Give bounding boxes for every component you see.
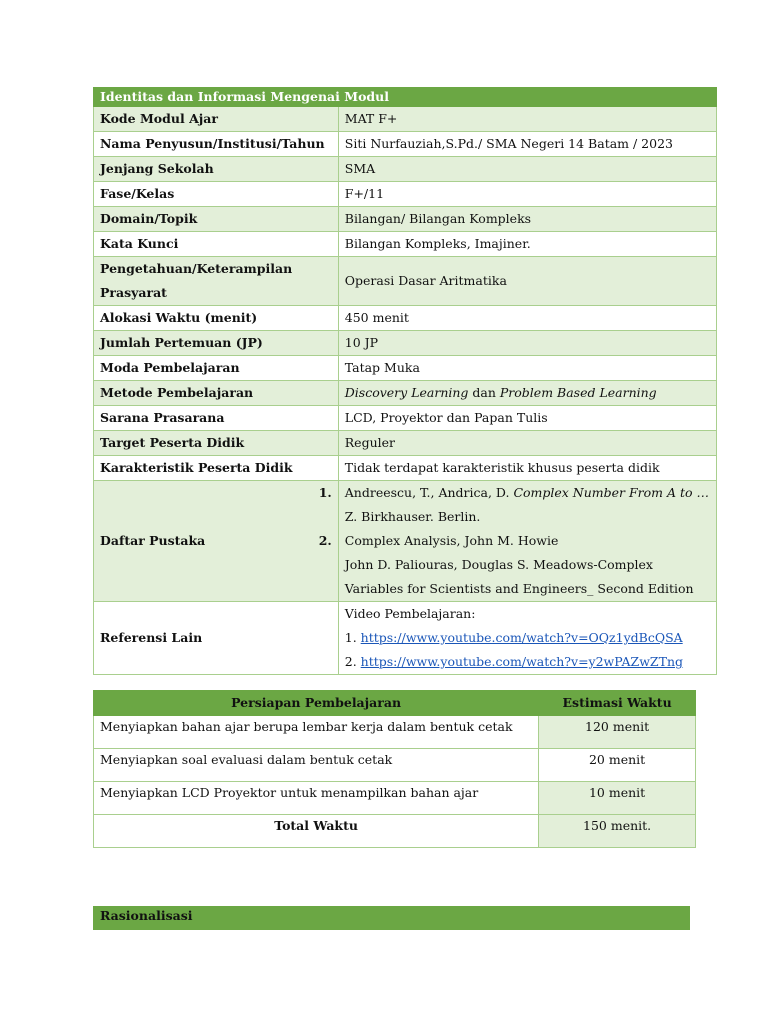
row-value: SMA <box>338 157 716 182</box>
task-cell: Menyiapkan bahan ajar berupa lembar kerja dalam bentuk cetak <box>94 716 539 749</box>
row-value: Bilangan Kompleks, Imajiner. <box>338 232 716 257</box>
col-header-task: Persiapan Pembelajaran <box>94 691 539 716</box>
table-row <box>94 306 717 331</box>
pustaka-label-cell <box>94 481 339 602</box>
table-row <box>94 815 696 848</box>
table-row <box>94 602 717 675</box>
row-label: Nama Penyusun/Institusi/Tahun <box>94 132 339 157</box>
row-label: Moda Pembelajaran <box>94 356 339 381</box>
link-line <box>345 626 710 650</box>
total-label: Total Waktu <box>94 815 539 848</box>
total-value: 150 menit. <box>539 815 696 848</box>
table-row <box>94 257 717 306</box>
row-value: 10 JP <box>338 331 716 356</box>
video-link-2[interactable]: https://www.youtube.com/watch?v=y2wPAZwZTng <box>360 654 684 669</box>
row-value: Reguler <box>338 431 716 456</box>
row-label: Jenjang Sekolah <box>94 157 339 182</box>
table-row <box>94 132 717 157</box>
row-label: Kata Kunci <box>94 232 339 257</box>
preparation-table <box>93 690 696 848</box>
ref-title: Complex Number From A to … <box>513 485 710 500</box>
table-row <box>94 782 696 815</box>
row-label: Jumlah Pertemuan (JP) <box>94 331 339 356</box>
row-value: LCD, Proyektor dan Papan Tulis <box>338 406 716 431</box>
table-row <box>94 232 717 257</box>
table-row <box>94 207 717 232</box>
time-cell: 20 menit <box>539 749 696 782</box>
reference-line: Complex Analysis, John M. Howie <box>344 533 559 548</box>
link-number: 2. <box>344 654 361 669</box>
reference-line: Z. Birkhauser. Berlin. <box>344 509 481 524</box>
table-row <box>94 107 717 132</box>
row-label: Alokasi Waktu (menit) <box>94 306 339 331</box>
method-2: Problem Based Learning <box>499 385 657 400</box>
col-header-time: Estimasi Waktu <box>539 691 696 716</box>
row-value: 450 menit <box>338 306 716 331</box>
table-row <box>94 481 717 602</box>
time-cell: 10 menit <box>539 782 696 815</box>
reference-line <box>345 481 710 505</box>
table-row <box>94 431 717 456</box>
row-label: Metode Pembelajaran <box>94 381 339 406</box>
table-row <box>94 331 717 356</box>
label-line: Prasyarat <box>100 285 167 300</box>
row-label: Sarana Prasarana <box>94 406 339 431</box>
table-row <box>94 456 717 481</box>
rationalization-header: Rasionalisasi <box>93 906 690 930</box>
identity-header: Identitas dan Informasi Mengenai Modul <box>94 88 717 107</box>
label-line: Pengetahuan/Keterampilan <box>100 261 293 276</box>
row-value: Operasi Dasar Aritmatika <box>338 257 716 306</box>
reference-line: Variables for Scientists and Engineers_ Second Edition <box>344 581 694 596</box>
row-value: Tidak terdapat karakteristik khusus peserta didik <box>338 456 716 481</box>
method-conj: dan <box>468 385 500 400</box>
link-number: 1. <box>344 630 361 645</box>
table-row <box>94 406 717 431</box>
row-label: Fase/Kelas <box>94 182 339 207</box>
row-label <box>94 257 339 306</box>
method-1: Discovery Learning <box>344 385 469 400</box>
row-value: Siti Nurfauziah,S.Pd./ SMA Negeri 14 Batam / 2023 <box>338 132 716 157</box>
row-label: Daftar Pustaka <box>100 533 206 548</box>
referensi-value <box>338 602 716 675</box>
video-link-1[interactable]: https://www.youtube.com/watch?v=OQz1ydBcQSA <box>360 630 683 645</box>
row-value: Tatap Muka <box>338 356 716 381</box>
task-cell: Menyiapkan LCD Proyektor untuk menampilkan bahan ajar <box>94 782 539 815</box>
video-title: Video Pembelajaran: <box>344 606 476 621</box>
row-label: Kode Modul Ajar <box>94 107 339 132</box>
ref-authors: Andreescu, T., Andrica, D. <box>344 485 514 500</box>
task-cell: Menyiapkan soal evaluasi dalam bentuk cetak <box>94 749 539 782</box>
table-row <box>94 716 696 749</box>
row-value: MAT F+ <box>338 107 716 132</box>
row-label: Referensi Lain <box>94 602 339 675</box>
table-row <box>94 356 717 381</box>
table-row <box>94 157 717 182</box>
module-identity-table <box>93 87 717 675</box>
reference-line: John D. Paliouras, Douglas S. Meadows-Complex <box>344 557 653 572</box>
row-label: Target Peserta Didik <box>94 431 339 456</box>
list-number: 2. <box>318 533 332 548</box>
time-cell: 120 menit <box>539 716 696 749</box>
row-label: Karakteristik Peserta Didik <box>94 456 339 481</box>
pustaka-value <box>338 481 716 602</box>
row-value: Bilangan/ Bilangan Kompleks <box>338 207 716 232</box>
table-row <box>94 381 717 406</box>
row-value: F+/11 <box>338 182 716 207</box>
list-number: 1. <box>318 485 332 500</box>
row-value <box>338 381 716 406</box>
link-line <box>345 650 710 674</box>
row-label: Domain/Topik <box>94 207 339 232</box>
table-row <box>94 749 696 782</box>
table-row <box>94 182 717 207</box>
